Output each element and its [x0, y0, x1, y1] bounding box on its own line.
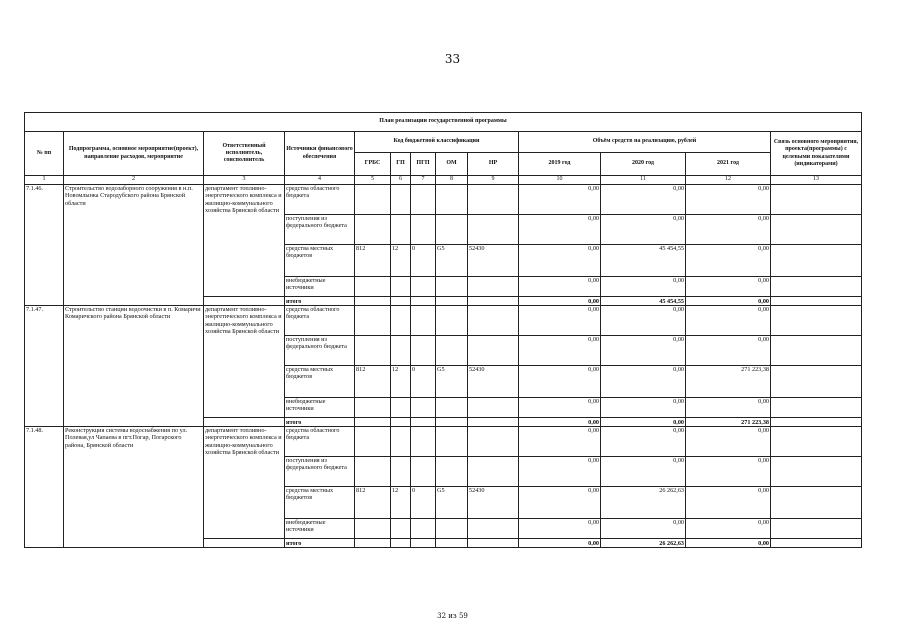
- code-om: [436, 306, 468, 336]
- code-grbs: [355, 457, 391, 487]
- amount-2020: 0,00: [601, 306, 686, 336]
- indicator-link: [771, 215, 862, 245]
- code-np: [468, 336, 519, 366]
- amount-2020: 0,00: [601, 427, 686, 457]
- code-grbs: 812: [355, 245, 391, 277]
- code-grbs: [355, 336, 391, 366]
- amount-2019: 0,00: [519, 539, 601, 548]
- code-grbs: [355, 519, 391, 539]
- header-gp: ГП: [391, 153, 411, 176]
- code-pgp: 0: [411, 487, 436, 519]
- code-np: [468, 185, 519, 215]
- amount-2019: 0,00: [519, 418, 601, 427]
- code-np: [468, 215, 519, 245]
- code-pgp: 0: [411, 366, 436, 398]
- amount-2019: 0,00: [519, 487, 601, 519]
- code-gp: [391, 185, 411, 215]
- amount-2019: 0,00: [519, 215, 601, 245]
- amount-2021: 0,00: [686, 519, 771, 539]
- code-grbs: 812: [355, 487, 391, 519]
- code-np: [468, 277, 519, 297]
- header-volume: Объём средств на реализацию, рублей: [519, 132, 771, 153]
- code-om: [436, 539, 468, 548]
- column-number: 4: [285, 176, 355, 185]
- code-om: G5: [436, 366, 468, 398]
- amount-2021: 0,00: [686, 245, 771, 277]
- amount-2020: 0,00: [601, 366, 686, 398]
- code-gp: [391, 418, 411, 427]
- amount-2021: 0,00: [686, 306, 771, 336]
- code-gp: [391, 398, 411, 418]
- item-number: 7.1.48.: [25, 427, 64, 548]
- header-grbs: ГРБС: [355, 153, 391, 176]
- code-grbs: [355, 398, 391, 418]
- amount-2021: 0,00: [686, 427, 771, 457]
- amount-2021: 0,00: [686, 398, 771, 418]
- code-pgp: [411, 306, 436, 336]
- column-number: 8: [436, 176, 468, 185]
- column-number: 2: [64, 176, 204, 185]
- funding-source: внебюджетные источники: [285, 277, 355, 297]
- code-np: [468, 457, 519, 487]
- indicator-link: [771, 306, 862, 336]
- item-name: Строительство водозаборного сооружения в н.п. Новомлынка Стародубского района Брянской области: [64, 185, 204, 306]
- item-name: Реконструкция системы водоснабжения по ул. Полевая,ул Чапаева в пгт.Погар, Погарского района, Брянской области: [64, 427, 204, 548]
- column-number: 13: [771, 176, 862, 185]
- code-np: 52430: [468, 366, 519, 398]
- amount-2019: 0,00: [519, 457, 601, 487]
- amount-2020: 26 262,63: [601, 539, 686, 548]
- indicator-link: [771, 539, 862, 548]
- amount-2019: 0,00: [519, 185, 601, 215]
- code-gp: 12: [391, 245, 411, 277]
- code-om: [436, 297, 468, 306]
- code-grbs: [355, 185, 391, 215]
- column-number: 7: [411, 176, 436, 185]
- code-om: [436, 427, 468, 457]
- page-number: 33: [444, 52, 461, 66]
- code-np: [468, 519, 519, 539]
- code-np: [468, 539, 519, 548]
- code-pgp: [411, 457, 436, 487]
- amount-2021: 0,00: [686, 487, 771, 519]
- code-pgp: [411, 418, 436, 427]
- indicator-link: [771, 297, 862, 306]
- code-gp: 12: [391, 487, 411, 519]
- amount-2019: 0,00: [519, 306, 601, 336]
- header-no: № пп: [25, 132, 64, 176]
- amount-2019: 0,00: [519, 245, 601, 277]
- item-executor: департамент топливно-энергетического комплекса и жилищно-коммунального хозяйства Брянской области: [204, 306, 285, 418]
- item-name: Строительство станции водоочистки в п. Комаричи Комаричского района Брянской области: [64, 306, 204, 427]
- header-subprogram: Подпрограмма, основное мероприятие(проект), направление расходов, мероприятие: [64, 132, 204, 176]
- indicator-link: [771, 245, 862, 277]
- amount-2020: 45 454,55: [601, 297, 686, 306]
- amount-2021: 0,00: [686, 539, 771, 548]
- column-number: 1: [25, 176, 64, 185]
- code-grbs: [355, 539, 391, 548]
- funding-source: итого: [285, 418, 355, 427]
- indicator-link: [771, 277, 862, 297]
- table-row: [25, 306, 862, 336]
- funding-source: внебюджетные источники: [285, 398, 355, 418]
- amount-2021: 271 223,38: [686, 366, 771, 398]
- executor-empty: [204, 297, 285, 306]
- code-np: [468, 297, 519, 306]
- code-pgp: [411, 427, 436, 457]
- amount-2020: 26 262,63: [601, 487, 686, 519]
- item-executor: департамент топливно-энергетического комплекса и жилищно-коммунального хозяйства Брянской области: [204, 427, 285, 539]
- header-om: ОМ: [436, 153, 468, 176]
- funding-source: средства местных бюджетов: [285, 487, 355, 519]
- amount-2019: 0,00: [519, 336, 601, 366]
- amount-2020: 0,00: [601, 418, 686, 427]
- code-np: 52430: [468, 245, 519, 277]
- amount-2019: 0,00: [519, 398, 601, 418]
- code-om: G5: [436, 245, 468, 277]
- header-2020: 2020 год: [601, 153, 686, 176]
- code-om: [436, 398, 468, 418]
- table-body: [25, 185, 862, 548]
- code-om: [436, 215, 468, 245]
- code-om: G5: [436, 487, 468, 519]
- amount-2019: 0,00: [519, 277, 601, 297]
- header-np: НР: [468, 153, 519, 176]
- header-2019: 2019 год: [519, 153, 601, 176]
- amount-2019: 0,00: [519, 297, 601, 306]
- indicator-link: [771, 366, 862, 398]
- code-gp: [391, 215, 411, 245]
- code-np: [468, 418, 519, 427]
- code-pgp: [411, 215, 436, 245]
- code-gp: [391, 539, 411, 548]
- amount-2021: 271 223,38: [686, 418, 771, 427]
- indicator-link: [771, 418, 862, 427]
- code-grbs: [355, 297, 391, 306]
- code-grbs: [355, 277, 391, 297]
- amount-2020: 0,00: [601, 185, 686, 215]
- code-pgp: [411, 336, 436, 366]
- code-pgp: [411, 539, 436, 548]
- code-np: 52430: [468, 487, 519, 519]
- code-om: [436, 336, 468, 366]
- amount-2020: 0,00: [601, 336, 686, 366]
- amount-2021: 0,00: [686, 185, 771, 215]
- funding-source: средства местных бюджетов: [285, 245, 355, 277]
- funding-source: итого: [285, 297, 355, 306]
- code-grbs: [355, 418, 391, 427]
- amount-2019: 0,00: [519, 427, 601, 457]
- header-source: Источники финансового обеспечения: [285, 132, 355, 176]
- funding-source: средства местных бюджетов: [285, 366, 355, 398]
- header-2021: 2021 год: [686, 153, 771, 176]
- funding-source: внебюджетные источники: [285, 519, 355, 539]
- funding-source: поступления из федерального бюджета: [285, 457, 355, 487]
- indicator-link: [771, 457, 862, 487]
- code-np: [468, 427, 519, 457]
- code-pgp: [411, 519, 436, 539]
- amount-2020: 0,00: [601, 519, 686, 539]
- code-np: [468, 306, 519, 336]
- code-om: [436, 418, 468, 427]
- code-gp: [391, 297, 411, 306]
- amount-2020: 0,00: [601, 215, 686, 245]
- amount-2020: 0,00: [601, 457, 686, 487]
- amount-2021: 0,00: [686, 215, 771, 245]
- column-number: 11: [601, 176, 686, 185]
- code-gp: 12: [391, 366, 411, 398]
- code-gp: [391, 519, 411, 539]
- program-plan-table: [24, 112, 862, 548]
- indicator-link: [771, 427, 862, 457]
- code-grbs: [355, 215, 391, 245]
- item-number: 7.1.46.: [25, 185, 64, 306]
- header-budget-code: Код бюджетной классификации: [355, 132, 519, 153]
- amount-2021: 0,00: [686, 457, 771, 487]
- indicator-link: [771, 398, 862, 418]
- indicator-link: [771, 519, 862, 539]
- indicator-link: [771, 185, 862, 215]
- table-title: План реализации государственной программы: [25, 113, 862, 132]
- code-gp: [391, 457, 411, 487]
- table-row: [25, 185, 862, 215]
- code-om: [436, 457, 468, 487]
- funding-source: итого: [285, 539, 355, 548]
- amount-2020: 0,00: [601, 398, 686, 418]
- code-grbs: [355, 427, 391, 457]
- amount-2020: 45 454,55: [601, 245, 686, 277]
- code-pgp: [411, 277, 436, 297]
- code-grbs: [355, 306, 391, 336]
- funding-source: средства областного бюджета: [285, 427, 355, 457]
- code-pgp: [411, 297, 436, 306]
- column-number: 9: [468, 176, 519, 185]
- header-pgp: ПГП: [411, 153, 436, 176]
- amount-2021: 0,00: [686, 277, 771, 297]
- funding-source: поступления из федерального бюджета: [285, 336, 355, 366]
- funding-source: средства областного бюджета: [285, 306, 355, 336]
- funding-source: поступления из федерального бюджета: [285, 215, 355, 245]
- header-link: Связь основного мероприятия, проекта(программы) с целевыми показателями (индикаторами): [771, 132, 862, 176]
- column-number: 10: [519, 176, 601, 185]
- code-grbs: 812: [355, 366, 391, 398]
- executor-empty: [204, 539, 285, 548]
- item-executor: департамент топливно-энергетического комплекса и жилищно-коммунального хозяйства Брянской области: [204, 185, 285, 297]
- column-number: 3: [204, 176, 285, 185]
- code-np: [468, 398, 519, 418]
- amount-2019: 0,00: [519, 366, 601, 398]
- code-gp: [391, 427, 411, 457]
- code-pgp: [411, 398, 436, 418]
- code-gp: [391, 306, 411, 336]
- amount-2021: 0,00: [686, 336, 771, 366]
- amount-2019: 0,00: [519, 519, 601, 539]
- indicator-link: [771, 487, 862, 519]
- item-number: 7.1.47.: [25, 306, 64, 427]
- code-om: [436, 185, 468, 215]
- code-om: [436, 277, 468, 297]
- funding-source: средства областного бюджета: [285, 185, 355, 215]
- code-gp: [391, 277, 411, 297]
- column-number: 12: [686, 176, 771, 185]
- code-gp: [391, 336, 411, 366]
- column-number: 5: [355, 176, 391, 185]
- amount-2020: 0,00: [601, 277, 686, 297]
- column-number: 6: [391, 176, 411, 185]
- page-footer: 32 из 59: [437, 612, 468, 620]
- table-row: [25, 427, 862, 457]
- indicator-link: [771, 336, 862, 366]
- amount-2021: 0,00: [686, 297, 771, 306]
- code-pgp: [411, 185, 436, 215]
- code-pgp: 0: [411, 245, 436, 277]
- code-om: [436, 519, 468, 539]
- executor-empty: [204, 418, 285, 427]
- column-number-row: [25, 176, 862, 185]
- header-executor: Ответственный исполнитель, соисполнитель: [204, 132, 285, 176]
